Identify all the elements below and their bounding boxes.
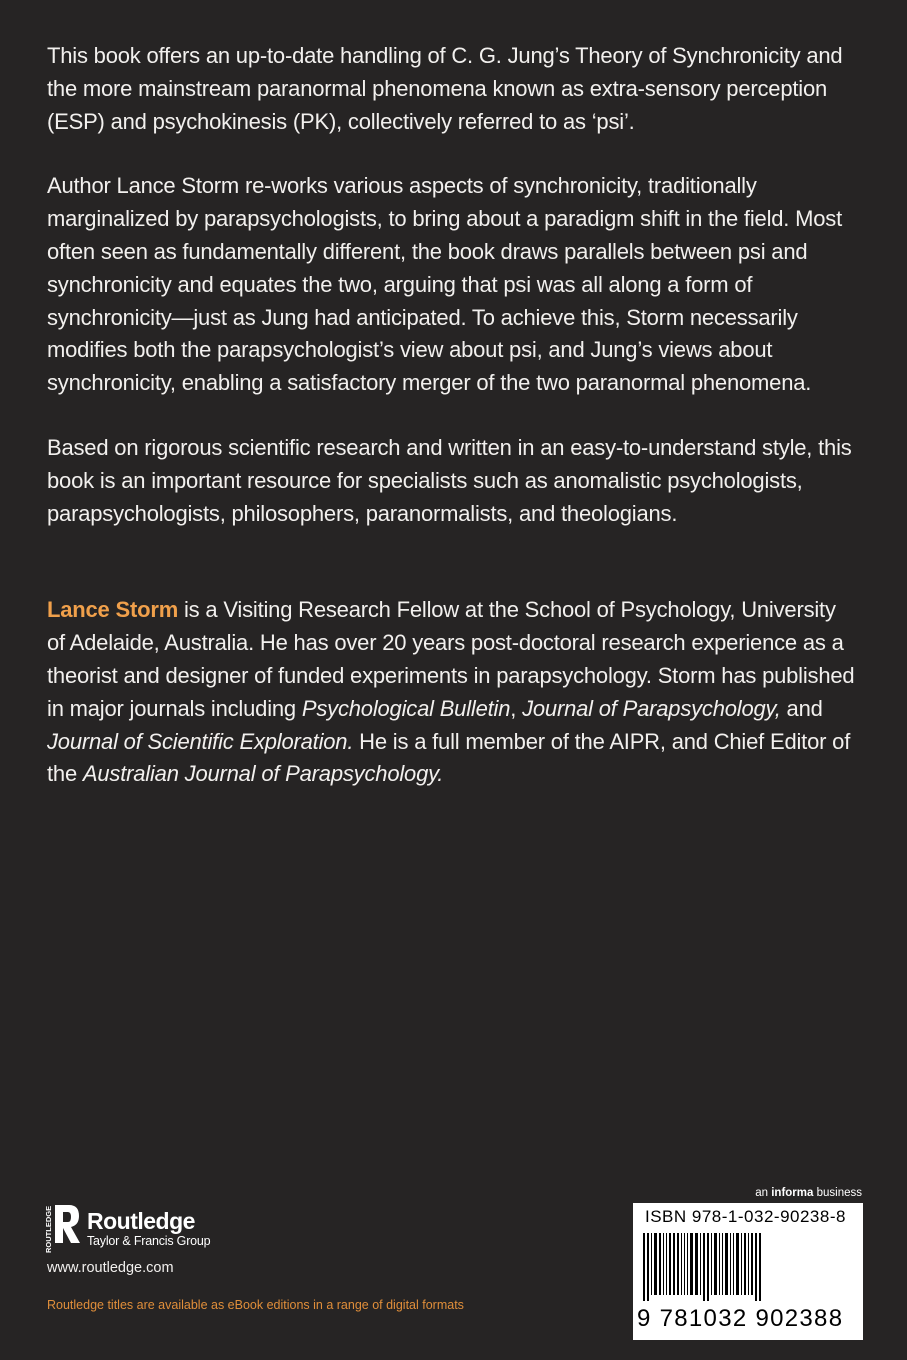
routledge-r-icon [41,1203,81,1255]
barcode-bar [707,1233,709,1301]
barcode-digits: 9 781032 902388 [637,1305,844,1332]
barcode-bar [714,1233,717,1295]
barcode-bar [722,1233,723,1295]
barcode-bar [703,1233,705,1301]
journal-parapsychology: Journal of Parapsychology, [522,695,781,721]
bio-sep-2: and [780,695,823,721]
journal-scientific-exploration: Journal of Scientific Exploration. [47,728,354,754]
back-cover-copy [47,40,859,791]
author-bio [47,594,859,791]
barcode-panel [633,1203,863,1340]
barcode-bar [711,1233,712,1295]
barcode-bar [736,1233,739,1295]
barcode-bar [673,1233,675,1295]
bio-sep-1: , [510,695,523,721]
publisher-website: www.routledge.com [47,1260,174,1276]
journal-psych-bulletin: Psychological Bulletin [301,695,511,721]
isbn-text: ISBN 978-1-032-90238-8 [645,1207,846,1226]
barcode-bar [733,1233,734,1295]
barcode-bar [690,1233,693,1295]
author-name: Lance Storm [47,597,179,623]
barcode-bars [641,1233,855,1303]
barcode-bar [751,1233,753,1295]
barcode-bar [687,1233,688,1295]
barcode-bar [681,1233,682,1295]
publisher-name: Routledge [87,1208,195,1234]
barcode-bar [651,1233,652,1295]
barcode-bar [719,1233,720,1295]
barcode-bar [748,1233,749,1295]
barcode-bar [744,1233,746,1295]
barcode-bar [669,1233,671,1295]
barcode-bar [700,1233,701,1295]
barcode-bar [677,1233,679,1295]
barcode-bar [759,1233,761,1301]
publisher-logo [41,1203,210,1255]
barcode-bar [741,1233,742,1295]
barcode-bar [684,1233,685,1295]
description-paragraph-2: Author Lance Storm re-works various aspects of synchronicity, traditionally marginalized by parapsychologists, to bring about a paradigm shift in the field. Most often seen as fundamentally different, the book draws parallels between psi and synchronicity and equates the two, arguing that psi was all along a form of synchronicity—just as Jung had anticipated. To achieve this, Storm necessarily modifies both the parapsychologist’s view about psi, and Jung’s views about synchronicity, enabling a satisfactory merger of the two paranormal phenomena. [47,173,842,396]
description-paragraph-1: This book offers an up-to-date handling of C. G. Jung’s Theory of Synchronicity and the more mainstream paranormal phenomena known as extra-sensory perception (ESP) and psychokinesis (PK), collectively referred to as ‘psi’. [47,43,843,134]
barcode-bar [654,1233,657,1295]
informa-tagline: an informa business [755,1187,862,1199]
barcode-bar [755,1233,757,1301]
routledge-vertical-wordmark: ROUTLEDGE [44,1205,53,1253]
barcode-bar [725,1233,728,1295]
barcode-bar [695,1233,698,1295]
ebook-note: Routledge titles are available as eBook editions in a range of digital formats [47,1298,464,1312]
barcode-bar [647,1233,649,1301]
barcode-bar [659,1233,661,1295]
barcode-bar [730,1233,731,1295]
barcode-bar [643,1233,645,1301]
journal-australian-parapsychology: Australian Journal of Parapsychology. [82,761,444,787]
bio-text-2: He is a full member of the AIPR, and Chief Editor of the [47,728,851,787]
informa-brand: informa [771,1187,814,1199]
barcode-bar [663,1233,664,1295]
description-paragraph-3: Based on rigorous scientific research and written in an easy-to-understand style, this book is an important resource for specialists such as anomalistic psychologists, parapsychologists, philosophers, paranormalists, and theologians. [47,434,852,526]
bio-text-1: is a Visiting Research Fellow at the School of Psychology, University of Adelaide, Australia. He has over 20 years post-doctoral research experience as a theorist and designer of funded experiments in parapsychology. Storm has published in major journals including [47,597,855,721]
barcode-bar [666,1233,667,1295]
publisher-group: Taylor & Francis Group [87,1234,211,1248]
